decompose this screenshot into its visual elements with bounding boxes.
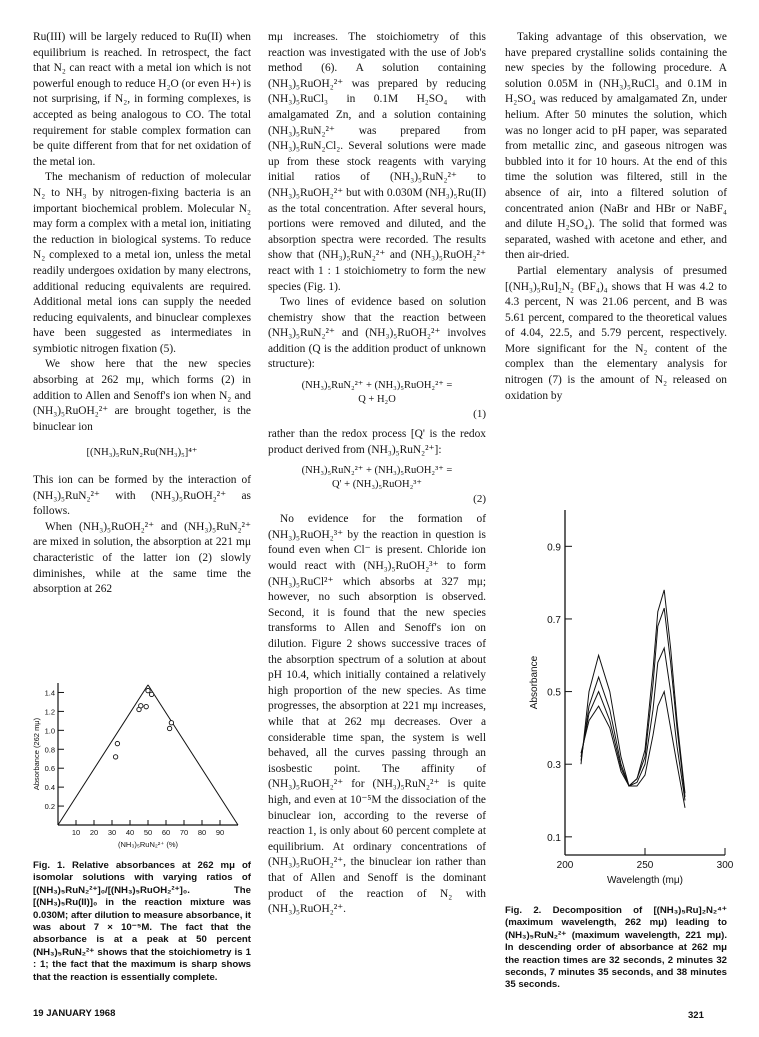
y-tick-label: 0.8 xyxy=(44,745,55,755)
paragraph: Two lines of evidence based on solution chemistry show that the reaction between (NH₃)₅RuN₂²⁺ and (NH₃)₅RuOH₂²⁺ involves addition (Q is the addition product of unknown structure): xyxy=(268,296,486,371)
x-tick-label: 50 xyxy=(143,828,153,837)
y-tick-label: 0.1 xyxy=(547,832,561,844)
x-tick-label: 30 xyxy=(107,828,117,837)
paragraph: We show here that the new species absorbing at 262 mμ, which forms (2) in addition to Allen and Senoff's ion when N₂ and (NH₃)₅RuOH₂²⁺ are brought together, is the binuclear ion xyxy=(33,358,251,433)
y-tick-label: 1.4 xyxy=(44,688,55,698)
paragraph: Ru(III) will be largely reduced to Ru(II) when equilibrium is reached. In retrospect, the fact that N₂ can react with a metal ion which is not powerful enough to reduce H₂O (or even H+) is not surprising, if N₂, in forming complexes, is accepted as being analogous to CO. The total requirement for stable complex formation can be quite different from that for net oxidation of the metal ion. xyxy=(33,31,251,168)
paragraph: This ion can be formed by the interaction of (NH₃)₅RuN₂²⁺ with (NH₃)₅RuOH₂²⁺ as follows. xyxy=(33,474,251,518)
y-tick-label: 0.2 xyxy=(44,802,55,812)
x-axis-label: (NH₃)₅RuN₂²⁺ (%) xyxy=(117,840,179,849)
x-tick-label: 60 xyxy=(161,828,171,837)
spectrum-trace xyxy=(581,655,685,808)
paragraph: No evidence for the formation of (NH₃)₅RuOH₂³⁺ by the reaction in question is found even when Cl⁻ is present. Chloride ion would react with (NH₃)₅RuOH₂³⁺ to form (NH₃)₅RuCl²⁺ which absorbs at 327 mμ; however, no such absorption is observed. Second, it is found that the new species transforms to Allen and Senoff's ion on dilution. Figure 2 shows successive traces of the absorption spectrum of a solution at about pH 10.4, which initially contained a relatively high proportion of the new species. As time progresses, the absorption at 221 mμ increases, while that at 262 mμ decreases. Over a considerable time span, the system is well behaved, all the curves passing through an isosbestic point. The affinity of (NH₃)₅RuOH₂²⁺ for (NH₃)₅RuN₂²⁺ is quite high, and even at 10⁻⁵M the dissociation of the binuclear ion, according to the reverse of reaction 1, is only about 60 percent complete at equilibrium. At ordinary concentrations of (NH₃)₅RuOH₂²⁺, the binuclear ion rather than that of Allen and Senoff is the dominant product of the reaction of N₂ with (NH₃)₅RuOH₂²⁺. xyxy=(268,513,486,916)
x-tick-label: 250 xyxy=(636,860,654,871)
data-point xyxy=(144,704,148,708)
y-tick-label: 0.7 xyxy=(547,614,561,626)
x-tick-label: 10 xyxy=(71,828,81,837)
spectrum-trace xyxy=(581,648,685,801)
page-number: 321 xyxy=(688,1010,704,1021)
equation-2-line-2: Q' + (NH₃)₅RuOH₂³⁺ xyxy=(332,479,422,491)
x-tick-label: 90 xyxy=(215,828,225,837)
paragraph: Taking advantage of this observation, we have prepared crystalline solids containing the new species by the following procedure. A solution 0.05M in (NH₃)₅RuCl₃ and 0.1M in H₂SO₄ was reduced by amalgamated Zn, under helium. After 50 minutes the solution, which was no longer acid to pH paper, was separated from metallic zinc, and gaseous nitrogen was bubbled into it for 10 hours. At the end of this time the solution was filtered, still in the absence of air, into a filtered solution of concentrated anion (NaBr and HBr or NaBF₄ and dilute H₂SO₄). The solid that formed was separated, washed with acetone and ether, and then air-dried. xyxy=(505,31,727,262)
data-point xyxy=(149,692,153,696)
spectrum-trace xyxy=(581,590,685,793)
y-tick-label: 0.5 xyxy=(547,687,561,699)
column-3 xyxy=(505,30,727,404)
figure-2-caption: Fig. 2. Decomposition of [(NH₃)₅Ru]₂N₂⁴⁺ (maximum wavelength, 262 mμ) leading to (NH₃)₅RuN₂²⁺ (maximum wavelength, 221 mμ). In descending order of absorbance at 262 mμ the reaction times are 32 seconds, 2 minutes 32 seconds, 7 minutes 35 seconds, and 38 minutes 35 seconds. xyxy=(505,905,727,991)
data-point xyxy=(146,688,150,692)
x-tick-label: 80 xyxy=(197,828,207,837)
y-tick-label: 0.6 xyxy=(44,764,55,774)
equation-1-line-2: Q + H₂O xyxy=(358,394,396,406)
y-tick-label: 1.0 xyxy=(44,726,55,736)
equation-1-number: (1) xyxy=(473,408,486,421)
y-axis-label: Absorbance (262 mμ) xyxy=(32,717,41,791)
paragraph: rather than the redox process [Q' is the redox product derived from (NH₃)₅RuN₂²⁺]: xyxy=(268,428,486,456)
binuclear-formula: [(NH₃)₅RuN₂Ru(NH₃)₅]⁴⁺ xyxy=(86,447,198,459)
data-point xyxy=(139,704,143,708)
fit-line xyxy=(148,685,238,825)
x-tick-label: 200 xyxy=(556,860,574,871)
equation-1 xyxy=(268,379,486,421)
paragraph: The mechanism of reduction of molecular N₂ to NH₃ by nitrogen-fixing bacteria is an important biochemical problem. Molecular N₂ may form a complex with a metal ion, initiating the reduction in biological systems. To reduce N₂ complexed to a metal ion, unless the metal readily undergoes oxidation by many electrons, additional reducing equivalents are required. Additional metal ions can supply the needed reducing equivalents, and binuclear complexes have been suggested as intermediates in symbiotic nitrogen fixation (5). xyxy=(33,171,251,355)
footer-date: 19 JANUARY 1968 xyxy=(33,1008,116,1019)
data-point xyxy=(169,721,173,725)
y-tick-label: 0.4 xyxy=(44,783,55,793)
x-tick-label: 20 xyxy=(89,828,99,837)
paragraph: mμ increases. The stoichiometry of this reaction was investigated with the use of Job's method (6). A solution containing (NH₃)₅RuOH₂²⁺ was prepared by reducing (NH₃)₅RuCl₃ in 0.1M H₂SO₄ with amalgamated Zn, and a solution containing (NH₃)₅RuN₂²⁺ was prepared from (NH₃)₅RuN₂Cl₂. Several solutions were made up from these stock reagents with varying initial ratios of (NH₃)₅RuN₂²⁺ to (NH₃)₅RuOH₂²⁺ but with 0.030M (NH₃)₅Ru(II) as the total concentration. After several hours, portions were removed and diluted, and the absorption spectra were recorded. The results show that (NH₃)₅RuN₂²⁺ and (NH₃)₅RuOH₂²⁺ react with 1 : 1 stoichiometry to form the new species (Fig. 1). xyxy=(268,31,486,293)
figure-1-caption: Fig. 1. Relative absorbances at 262 mμ of isomolar solutions with varying ratios of [(NH₃)₅RuN₂²⁺]₀/[(NH₃)₅RuOH₂²⁺]₀. The [(NH₃)₅Ru(II)]₀ in the reaction mixture was 0.030M; after dilution to measure absorbance, it was about 7 × 10⁻⁵M. The fact that the absorbance is at a peak at 50 percent (NH₃)₅RuN₂²⁺ shows that the stoichiometry is 1 : 1; the fact that the maximum is sharp shows that the reaction is essentially complete. xyxy=(33,860,251,983)
equation-1-line-1: (NH₃)₅RuN₂²⁺ + (NH₃)₅RuOH₂²⁺ = xyxy=(301,380,453,392)
y-tick-label: 0.3 xyxy=(547,760,561,772)
y-tick-label: 0.9 xyxy=(547,542,561,554)
figure-1-chart xyxy=(30,675,250,860)
y-tick-label: 1.2 xyxy=(44,707,55,717)
x-axis-label: Wavelength (mμ) xyxy=(607,875,683,886)
x-tick-label: 40 xyxy=(125,828,135,837)
data-point xyxy=(115,741,119,745)
data-point xyxy=(113,755,117,759)
fit-line xyxy=(58,685,148,825)
equation-2-line-1: (NH₃)₅RuN₂²⁺ + (NH₃)₅RuOH₂³⁺ = xyxy=(301,465,453,477)
equation-2 xyxy=(268,464,486,506)
data-point xyxy=(167,726,171,730)
paragraph: Partial elementary analysis of presumed [(NH₃)₅Ru]₂N₂ (BF₄)₄ shows that H was 4.2 to 4.3 percent, N was 21.06 percent, and B was 5.61 percent, compared to the theoretical values of 4.04, 22.5, and 5.79 percent, respectively. More significant for the N₂ content of the complex than the elementary analysis for nitrogen (7) is the amount of N₂ released on oxidation by xyxy=(505,264,727,402)
column-1 xyxy=(33,30,251,598)
x-tick-label: 70 xyxy=(179,828,189,837)
figure-2-chart xyxy=(525,500,745,895)
y-axis-label: Absorbance xyxy=(529,655,540,710)
x-tick-label: 300 xyxy=(716,860,734,871)
equation-2-number: (2) xyxy=(473,493,486,506)
column-2 xyxy=(268,30,486,918)
paragraph: When (NH₃)₅RuOH₂²⁺ and (NH₃)₅RuN₂²⁺ are mixed in solution, the absorption at 221 mμ characteristic of the latter ion (2) slowly diminishes, while at the same time the absorption at 262 xyxy=(33,520,251,596)
